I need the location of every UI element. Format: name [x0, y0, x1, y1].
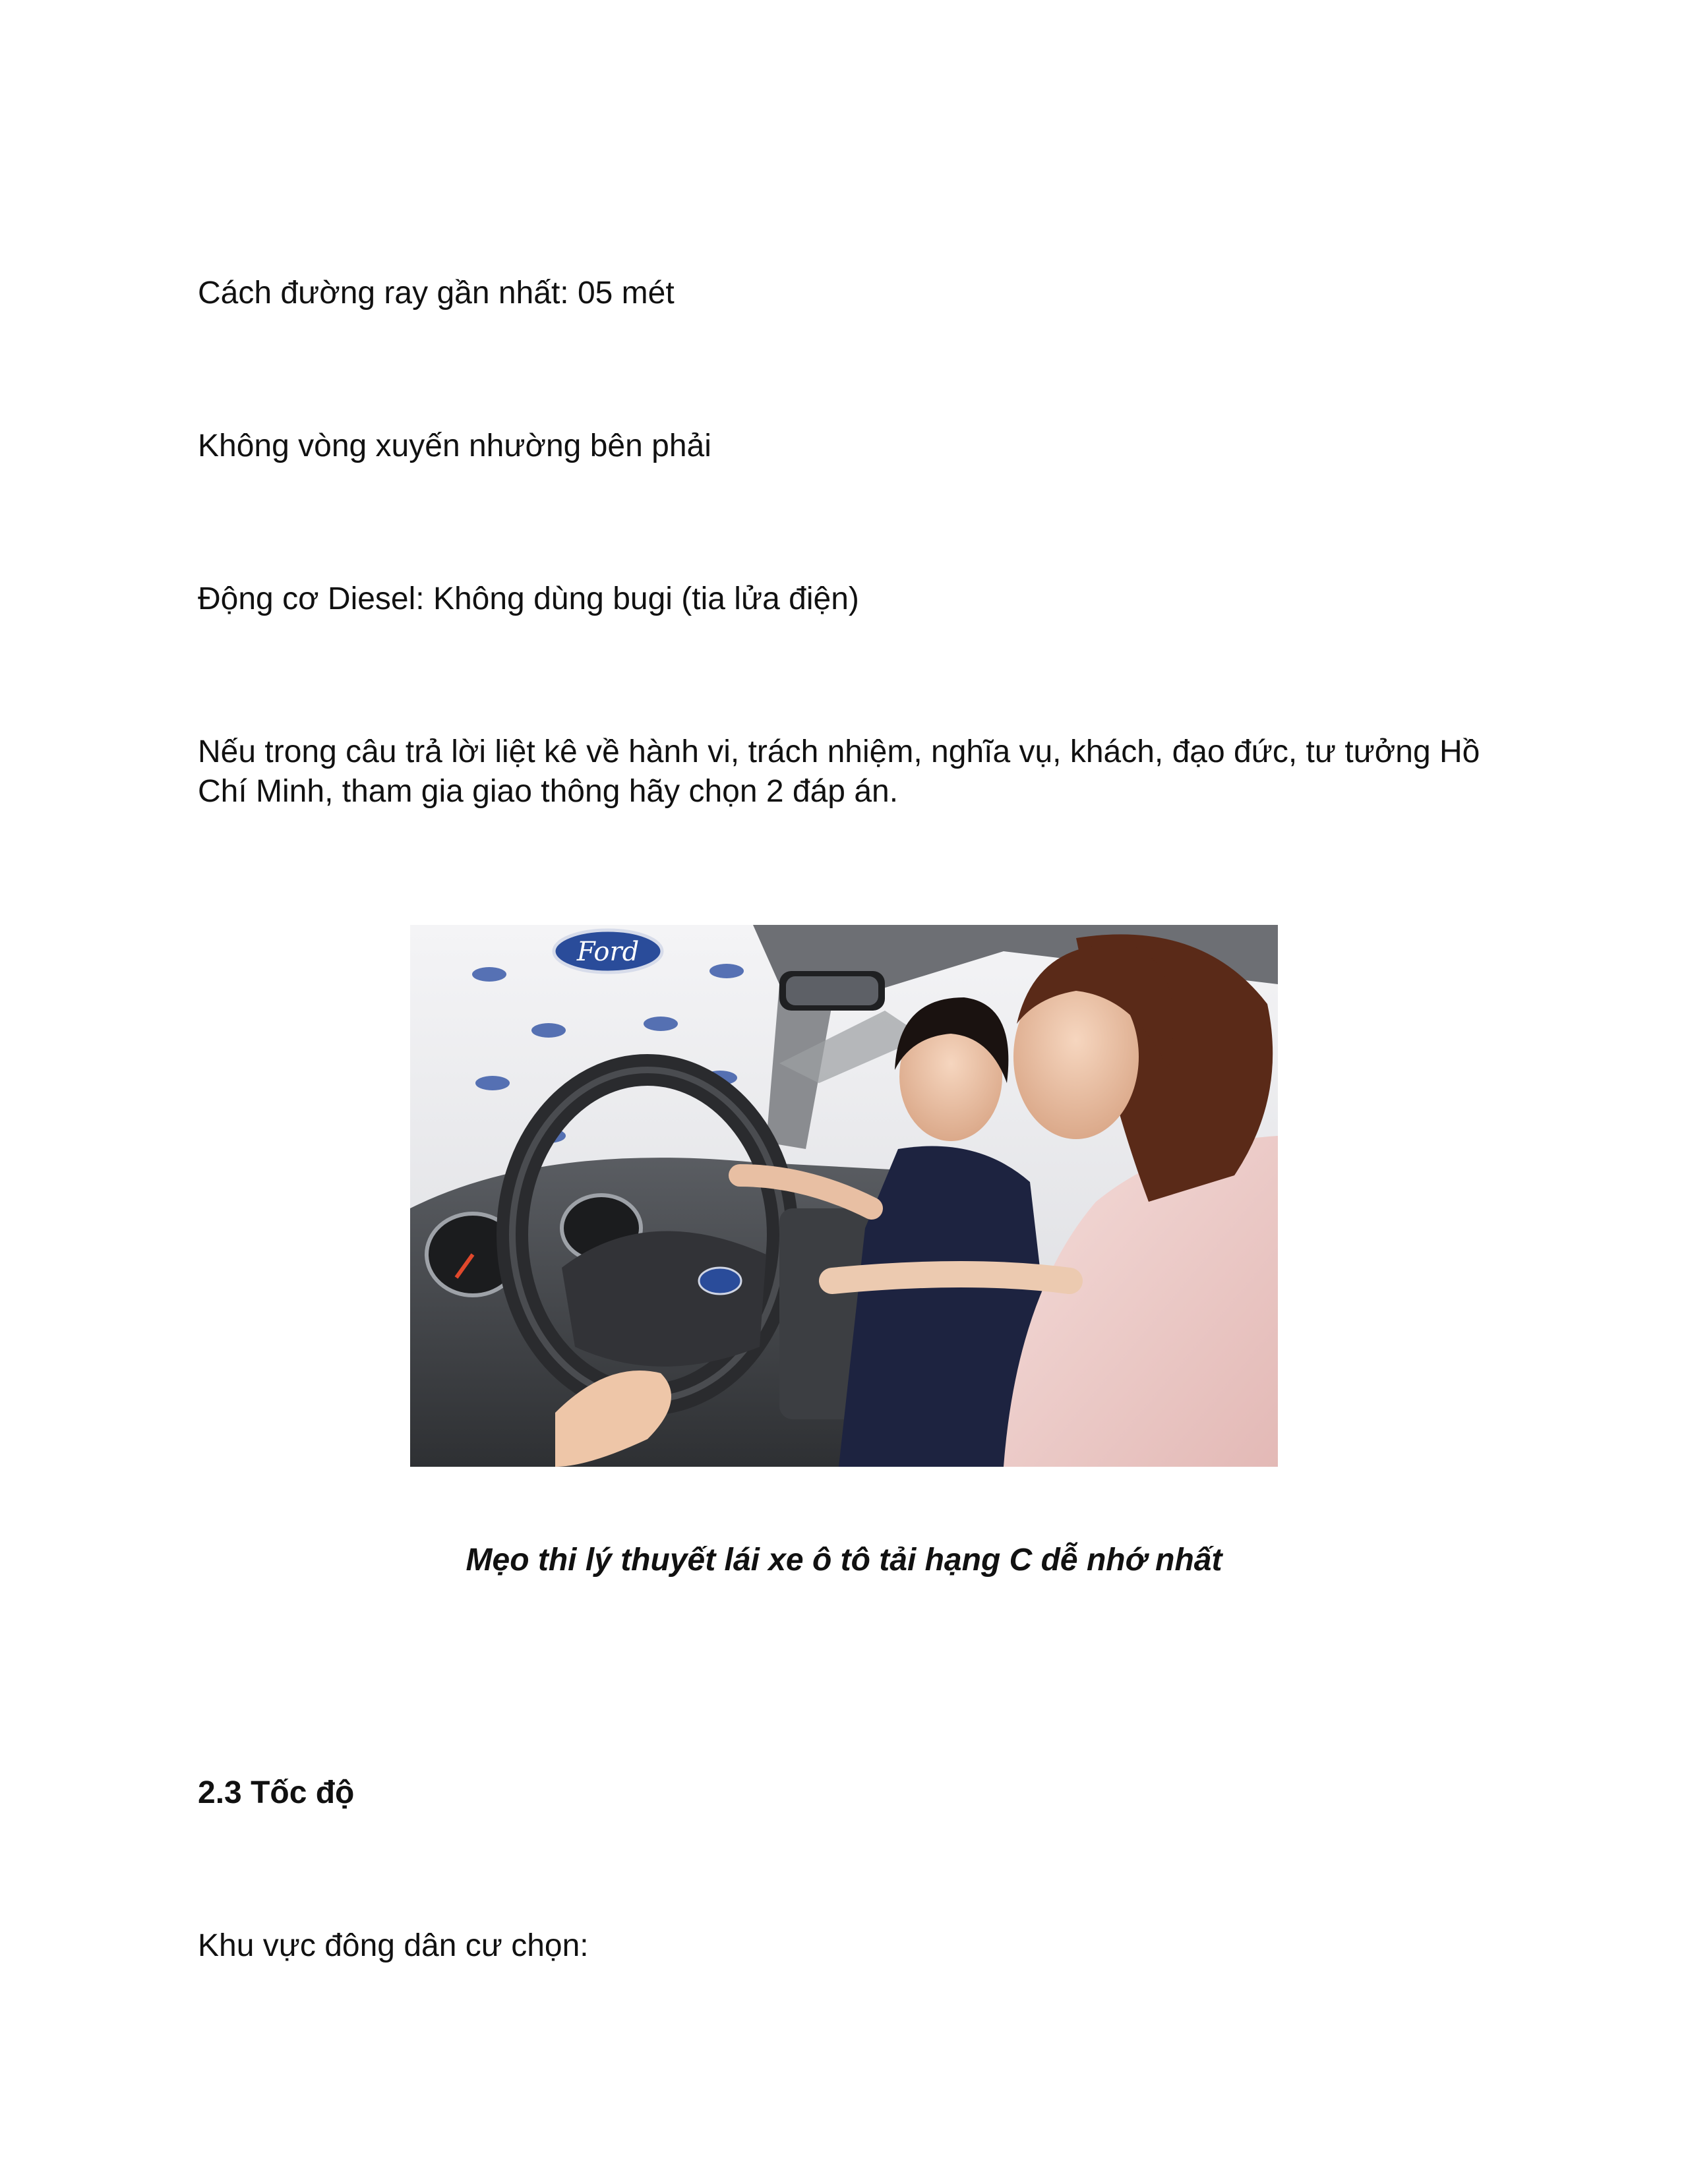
section-heading-speed: 2.3 Tốc độ: [198, 1775, 355, 1810]
paragraph-diesel-engine: Động cơ Diesel: Không dùng bugi (tia lửa điện): [198, 581, 859, 616]
svg-text:Ford: Ford: [576, 937, 640, 967]
paragraph-roundabout: Không vòng xuyến nhường bên phải: [198, 428, 711, 463]
ford-logo: [554, 930, 662, 972]
car-interior-photo: [410, 925, 1278, 1467]
paragraph-two-answers-tip: Nếu trong câu trả lời liệt kê về hành vi, trách nhiệm, nghĩa vụ, khách, đạo đức, tư tưởng Hồ Chí Minh, tham gia giao thông hãy chọn 2 đáp án.: [198, 734, 1480, 809]
paragraph-residential-area: Khu vực đông dân cư chọn:: [198, 1928, 589, 1963]
figure-caption: Mẹo thi lý thuyết lái xe ô tô tải hạng C dễ nhớ nhất: [466, 1543, 1222, 1578]
paragraph-rail-distance: Cách đường ray gần nhất: 05 mét: [198, 276, 675, 310]
